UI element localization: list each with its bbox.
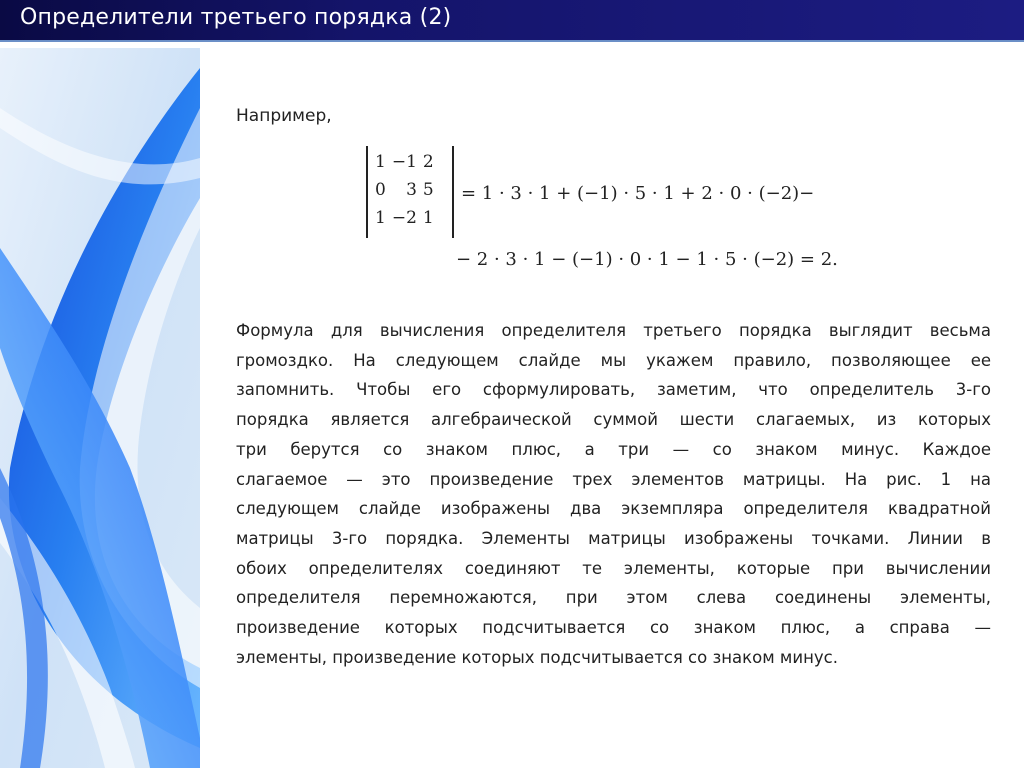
paragraph-line: элементы, произведение которых подсчитывается со знаком минус. [236,647,838,667]
equation-line-1: = 1 · 3 · 1 + (−1) · 5 · 1 + 2 · 0 · (−2)− [461,183,815,204]
matrix-cell: −1 [391,152,417,172]
explanation-paragraph [236,316,991,672]
equation-line-2: − 2 · 3 · 1 − (−1) · 0 · 1 − 1 · 5 · (−2) = 2. [456,249,838,270]
paragraph-line: слагаемое — это произведение трех элементов матрицы. На рис. 1 на [236,469,991,489]
paragraph-line: три берутся со знаком плюс, а три — со знаком минус. Каждое [236,439,991,459]
title-bar [0,0,1024,42]
matrix-cell: 2 [422,152,434,172]
matrix-cell: 0 [375,180,386,200]
paragraph-line: Формула для вычисления определителя третьего порядка выглядит весьма [236,321,991,340]
determinant-matrix [366,146,454,238]
matrix-cell: −2 [391,208,417,228]
matrix-cell: 1 [375,152,386,172]
matrix-cell: 1 [375,208,386,228]
paragraph-line: произведение которых подсчитывается со знаком плюс, а справа — [236,618,991,638]
paragraph-line: порядка является алгебраической суммой шести слагаемых, из которых [236,410,991,430]
decorative-swirl-image [0,48,200,768]
slide-title: Определители третьего порядка (2) [20,5,452,30]
paragraph-line: запомнить. Чтобы его сформулировать, заметим, что определитель 3-го [236,380,991,400]
paragraph-line: громоздко. На следующем слайде мы укажем правило, позволяющее ее [236,350,991,370]
paragraph-line: следующем слайде изображены два экземпляра определителя квадратной [236,499,991,519]
paragraph-line: определителя перемножаются, при этом слева соединены элементы, [236,588,991,608]
matrix-cell: 5 [422,180,434,200]
matrix-cell: 1 [422,208,434,228]
intro-text: Например, [236,106,332,126]
matrix-cell: 3 [406,180,417,200]
paragraph-line: матрицы 3-го порядка. Элементы матрицы изображены точками. Линии в [236,528,991,548]
swirl-graphic [0,48,200,768]
paragraph-line: обоих определителях соединяют те элементы, которые при вычислении [236,558,991,578]
